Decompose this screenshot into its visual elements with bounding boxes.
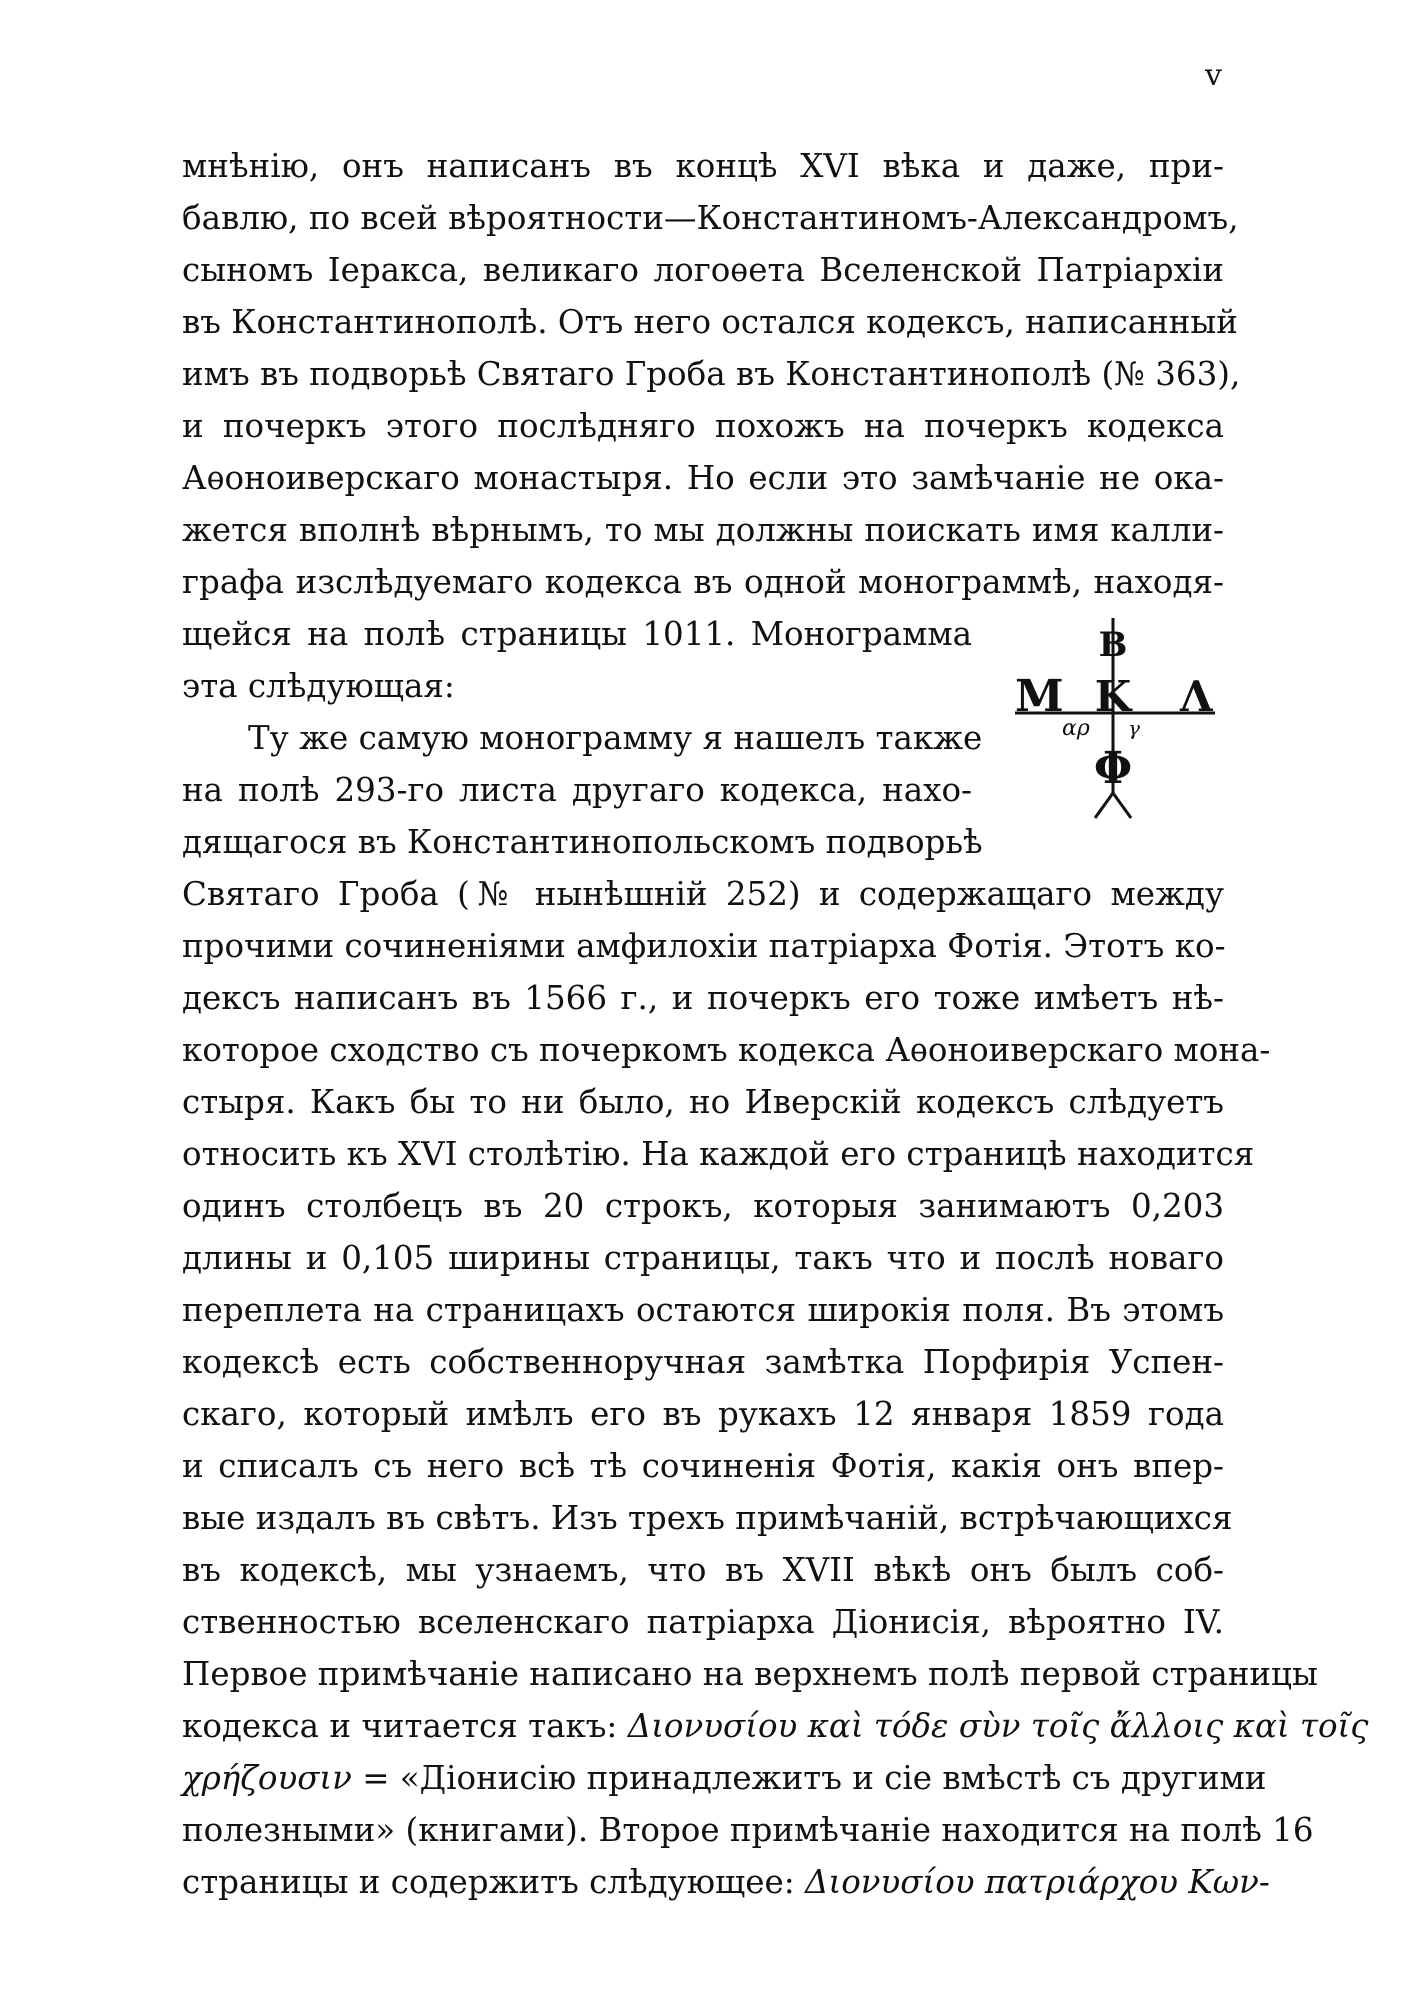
text-line: относить къ XVI столѣтію. На каждой его страницѣ находится [182, 1135, 1255, 1173]
text-line: графа изслѣдуемаго кодекса въ одной монограммѣ, находя- [182, 563, 1224, 601]
text-line [182, 1700, 1369, 1752]
monogram-letter-top: В [1098, 625, 1128, 665]
text-line: которое сходство съ почеркомъ кодекса Аѳоноиверскаго мона- [182, 1031, 1271, 1069]
greek-text: Διονυσίου πατριάρχου Κων- [804, 1863, 1270, 1901]
greek-text: Διονυσίου καὶ τόδε σὺν τοῖς ἄλλοις καὶ τοῖς [627, 1707, 1369, 1745]
monogram-sub2: γ [1128, 716, 1140, 740]
text-line: скаго, который имѣлъ его въ рукахъ 12 января 1859 года [182, 1395, 1224, 1433]
text-line: и списалъ съ него всѣ тѣ сочиненія Фотія, какія онъ впер- [182, 1447, 1224, 1485]
monogram [1010, 618, 1230, 828]
text-line: Первое примѣчаніе написано на верхнемъ полѣ первой страницы [182, 1655, 1318, 1693]
monogram-letter-bottom: Φ [1093, 743, 1133, 794]
text-line: вые издалъ въ свѣтъ. Изъ трехъ примѣчаній, встрѣчающихся [182, 1499, 1233, 1537]
text-line: длины и 0,105 ширины страницы, такъ что и послѣ новаго [182, 1239, 1224, 1277]
text-line [182, 1752, 1267, 1804]
monogram-sub: αρ [1062, 716, 1090, 741]
text-line: въ кодексѣ, мы узнаемъ, что въ XVII вѣкѣ онъ былъ соб- [182, 1551, 1224, 1589]
text-run: страницы и содержитъ слѣдующее: [182, 1863, 805, 1901]
text-line: дексъ написанъ въ 1566 г., и почеркъ его тоже имѣетъ нѣ- [182, 979, 1224, 1017]
text-line: ственностью вселенскаго патріарха Діонисія, вѣроятно IV. [182, 1603, 1224, 1641]
text-line: Святаго Гроба (№ нынѣшній 252) и содержащаго между [182, 875, 1224, 913]
text-line: одинъ столбецъ въ 20 строкъ, которыя занимаютъ 0,203 [182, 1187, 1224, 1225]
text-line: эта слѣдующая: [182, 667, 455, 705]
text-line: Аѳоноиверскаго монастыря. Но если это замѣчаніе не ока- [182, 459, 1224, 497]
text-line: имъ въ подворьѣ Святаго Гроба въ Константинополѣ (№ 363), [182, 355, 1241, 393]
text-line: полезными» (книгами). Второе примѣчаніе находится на полѣ 16 [182, 1811, 1314, 1849]
text-line: бавлю, по всей вѣроятности—Константиномъ-Александромъ, [182, 199, 1239, 237]
text-line: дящагося въ Константинопольскомъ подворьѣ [182, 823, 983, 861]
text-line: прочими сочиненіями амфилохіи патріарха Фотія. Этотъ ко- [182, 927, 1226, 965]
monogram-letter-right: Λ [1180, 672, 1213, 721]
monogram-letter-center: Κ [1094, 672, 1132, 721]
text-line [182, 1856, 1270, 1908]
text-run: кодекса и читается такъ: [182, 1707, 628, 1745]
text-line: кодексѣ есть собственноручная замѣтка Порфирія Успен- [182, 1343, 1224, 1381]
text-line: на полѣ 293-го листа другаго кодекса, нахо- [182, 771, 972, 809]
greek-text: χρήζουσιν [182, 1759, 352, 1797]
text-line: щейся на полѣ страницы 1011. Монограмма [182, 615, 972, 653]
monogram-leg [1095, 793, 1113, 818]
text-line: и почеркъ этого послѣдняго похожъ на почеркъ кодекса [182, 407, 1224, 445]
text-line: сыномъ Іеракса, великаго логоѳета Вселенской Патріархіи [182, 251, 1224, 289]
monogram-letter-left: М [1015, 671, 1064, 722]
text-line: переплета на страницахъ остаются широкія поля. Въ этомъ [182, 1291, 1224, 1329]
text-line: мнѣнію, онъ написанъ въ концѣ XVI вѣка и даже, при- [182, 147, 1224, 185]
text-line: стыря. Какъ бы то ни было, но Иверскій кодексъ слѣдуетъ [182, 1083, 1224, 1121]
monogram-leg [1113, 793, 1131, 818]
text-line: Ту же самую монограмму я нашелъ также [248, 719, 983, 757]
page-number: v [1205, 58, 1222, 93]
text-line: въ Константинополѣ. Отъ него остался кодексъ, написанный [182, 303, 1238, 341]
text-run: = «Діонисію принадлежитъ и сіе вмѣстѣ съ другими [351, 1759, 1267, 1797]
text-line: жется вполнѣ вѣрнымъ, то мы должны поискать имя калли- [182, 511, 1224, 549]
